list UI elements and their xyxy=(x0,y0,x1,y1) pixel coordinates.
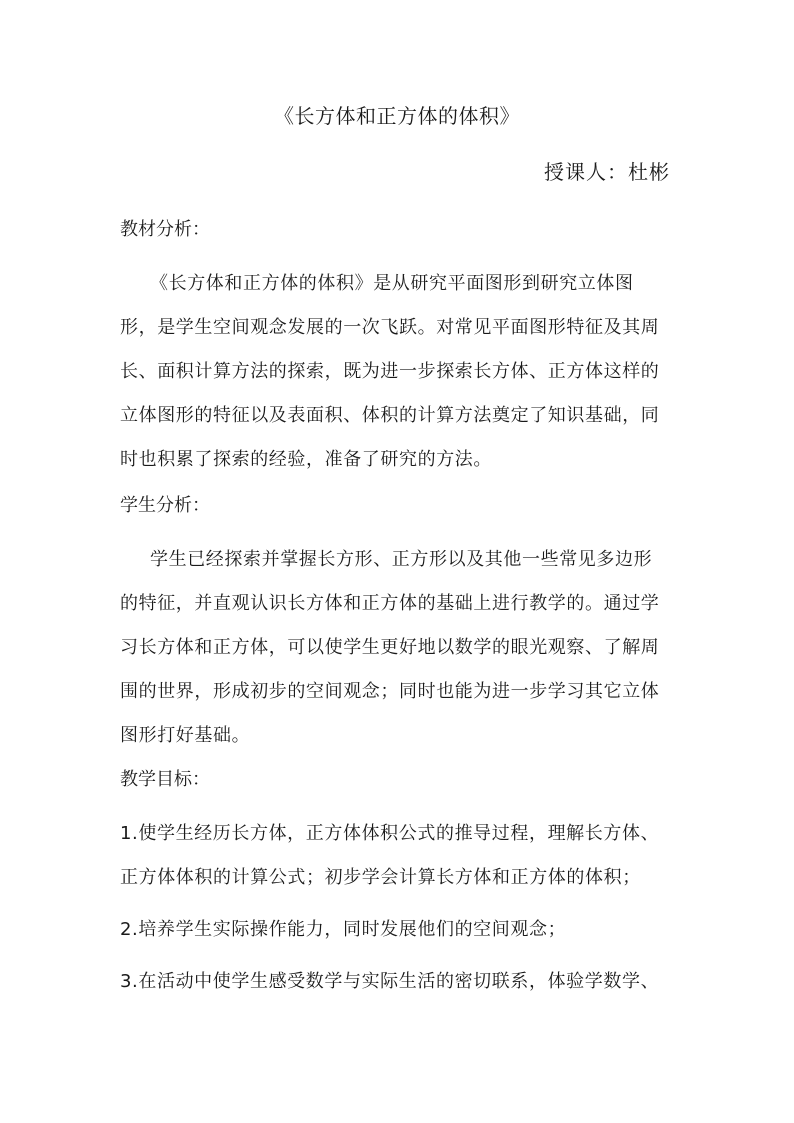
goal-item-1 xyxy=(120,812,676,900)
goal-item-2 xyxy=(120,908,676,952)
paragraph-student xyxy=(120,538,676,758)
goal-item-3 xyxy=(120,960,676,1004)
author-line: 授课人：杜彬 xyxy=(544,160,670,184)
paragraph-line: 立体图形的特征以及表面积、体积的计算方法奠定了知识基础，同 xyxy=(120,405,660,426)
paragraph-line: 时也积累了探索的经验，准备了研究的方法。 xyxy=(120,449,492,470)
paragraph-line: 图形打好基础。 xyxy=(120,725,251,746)
paragraph-line: 的特征，并直观认识长方体和正方体的基础上进行教学的。通过学 xyxy=(120,593,660,614)
section-heading-goals: 教学目标： xyxy=(120,769,210,790)
paragraph-line: 《长方体和正方体的体积》是从研究平面图形到研究立体图 xyxy=(150,273,634,294)
paragraph-line: 习长方体和正方体，可以使学生更好地以数学的眼光观察、了解周 xyxy=(120,637,660,658)
goal-line: 2.培养学生实际操作能力，同时发展他们的空间观念； xyxy=(120,919,567,940)
paragraph-line: 学生已经探索并掌握长方形、正方形以及其他一些常见多边形 xyxy=(150,549,653,570)
section-heading-student: 学生分析： xyxy=(120,495,210,516)
paragraph-material xyxy=(120,262,676,482)
paragraph-line: 围的世界，形成初步的空间观念；同时也能为进一步学习其它立体 xyxy=(120,681,660,702)
document-title: 《长方体和正方体的体积》 xyxy=(274,104,520,128)
section-heading-material: 教材分析： xyxy=(120,219,210,240)
goal-line: 正方体体积的计算公式；初步学会计算长方体和正方体的体积； xyxy=(120,867,641,888)
paragraph-line: 长、面积计算方法的探索，既为进一步探索长方体、正方体这样的 xyxy=(120,361,660,382)
paragraph-line: 形，是学生空间观念发展的一次飞跃。对常见平面图形特征及其周 xyxy=(120,317,660,338)
goal-line: 1.使学生经历长方体，正方体体积公式的推导过程，理解长方体、 xyxy=(120,823,660,844)
goal-line: 3.在活动中使学生感受数学与实际生活的密切联系，体验学数学、 xyxy=(120,971,660,992)
